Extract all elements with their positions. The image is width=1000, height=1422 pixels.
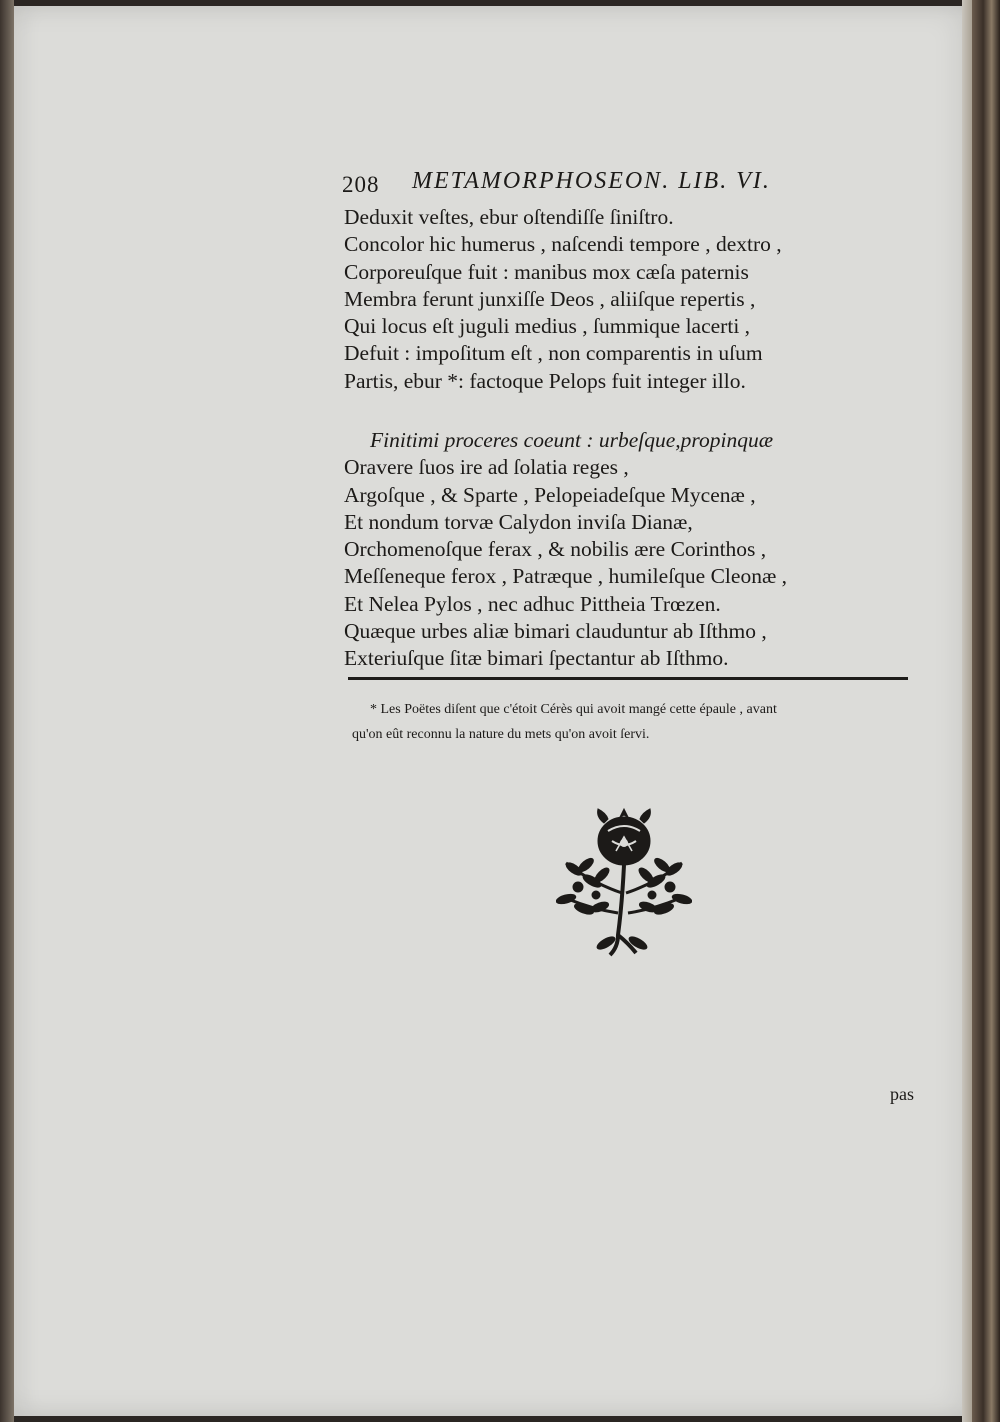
verse-line: Deduxit veſtes, ebur oſtendiſſe ſiniſtro.	[344, 205, 674, 229]
catchword: pas	[890, 1084, 914, 1104]
verse-line: Membra ferunt junxiſſe Deos , aliiſque repertis ,	[344, 286, 756, 311]
verse-line: Quæque urbes aliæ bimari clauduntur ab Iſthmo ,	[344, 619, 767, 644]
footnote-line: * Les Poëtes diſent que c'étoit Cérès qui avoit mangé cette épaule , avant	[370, 702, 777, 717]
footnote-rule	[348, 677, 908, 680]
page-left-edge	[0, 0, 14, 1422]
verse-line: Et Nelea Pylos , nec adhuc Pittheia Trœzen.	[344, 591, 721, 616]
verse-line: Et nondum torvæ Calydon inviſa Dianæ,	[344, 509, 693, 534]
verse-line: Exteriuſque ſitæ bimari ſpectantur ab Iſthmo.	[344, 646, 729, 671]
book-binding	[972, 0, 1000, 1422]
page-number: 208	[342, 172, 380, 197]
running-head	[342, 168, 842, 204]
verse-line: Concolor hic humerus , naſcendi tempore , dextro ,	[344, 232, 782, 257]
verse-line: Orchomenoſque ferax , & nobilis ære Corinthos ,	[344, 537, 767, 562]
pomegranate-ornament-icon	[556, 803, 692, 963]
verse-line: Meſſeneque ferox , Patræque , humileſque Cleonæ ,	[344, 564, 788, 589]
running-title: METAMORPHOSEON. LIB. VI.	[412, 168, 771, 194]
verse-block-1	[344, 204, 782, 395]
footnote-line: qu'on eût reconnu la nature du mets qu'on avoit ſervi.	[352, 727, 650, 742]
verse-line: Qui locus eſt juguli medius , ſummique lacerti ,	[344, 314, 751, 339]
verse-block-2	[344, 427, 787, 673]
verse-line: Oravere ſuos ire ad ſolatia reges ,	[344, 455, 629, 480]
verse-line: Defuit : impoſitum eſt , non comparentis in uſum	[344, 341, 763, 366]
verse-line-italic: Finitimi proceres coeunt : urbeſque,propinquæ	[370, 428, 774, 452]
verse-line: Argoſque , & Sparte , Pelopeiadeſque Mycenæ ,	[344, 482, 756, 507]
verse-line: Partis, ebur *: factoque Pelops fuit integer illo.	[344, 368, 746, 393]
verse-line: Corporeuſque fuit : manibus mox cæſa paternis	[344, 259, 749, 284]
footnote	[352, 697, 912, 747]
